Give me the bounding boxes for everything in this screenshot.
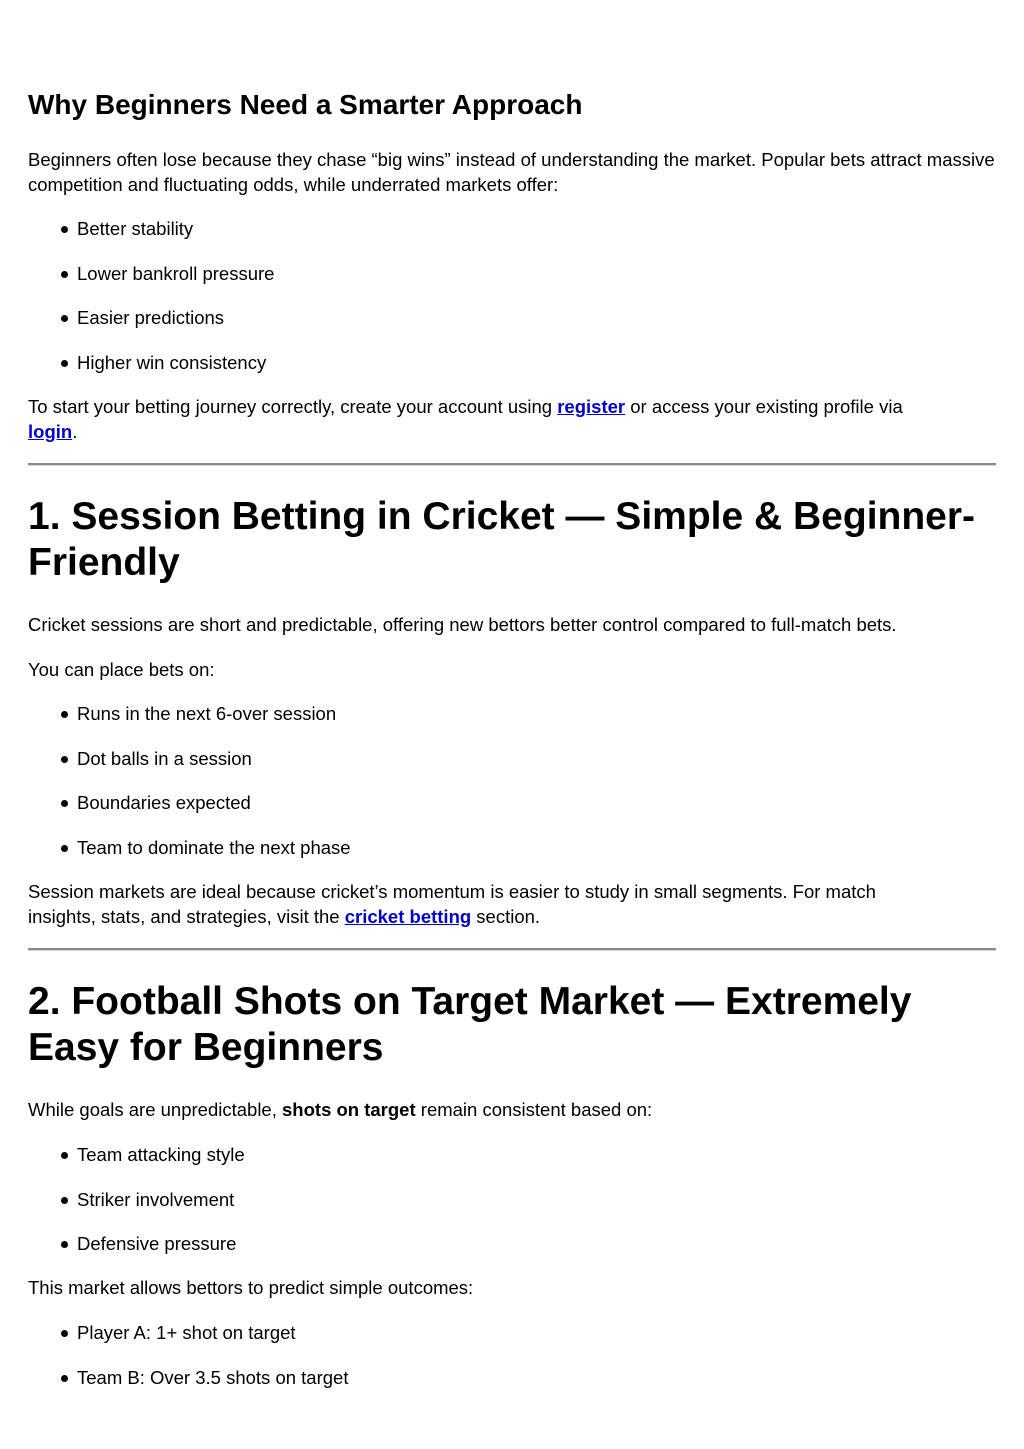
intro-cta-paragraph: To start your betting journey correctly, create your account using register or access your existing profile via login. [28,396,903,442]
list-item: Player A: 1+ shot on target [28,1320,928,1345]
section1-lead-in: You can place bets on: [28,659,215,680]
list-item: Better stability [28,216,928,241]
bullet-icon [61,1197,68,1204]
section2-heading: 2. Football Shots on Target Market — Extremely Easy for Beginners [28,980,912,1069]
bullet-icon [61,226,68,233]
list-item: Defensive pressure [28,1231,928,1256]
list-item: Striker involvement [28,1187,928,1212]
bullet-icon [61,1241,68,1248]
section2-paragraph: While goals are unpredictable, shots on target remain consistent based on: [28,1099,653,1120]
section1-bullet-list [28,701,928,879]
bullet-icon [61,360,68,367]
list-item: Higher win consistency [28,350,928,375]
bullet-icon [61,315,68,322]
section2-lead-in: This market allows bettors to predict simple outcomes: [28,1277,474,1298]
list-item: Runs in the next 6-over session [28,701,928,726]
bullet-icon [61,1375,68,1382]
list-item: Lower bankroll pressure [28,261,928,286]
bullet-icon [61,800,68,807]
list-item: Dot balls in a session [28,746,928,771]
bullet-icon [61,845,68,852]
section1-heading: 1. Session Betting in Cricket — Simple & Beginner- Friendly [28,495,976,584]
section1-closing-paragraph: Session markets are ideal because cricket’s momentum is easier to study in small segments. For match insights, stats, and strategies, visit the cricket betting section. [28,881,876,927]
bullet-icon [61,1152,68,1159]
emphasis-text: shots on target [282,1099,416,1120]
list-item: Easier predictions [28,305,928,330]
list-item: Boundaries expected [28,790,928,815]
register-link[interactable]: register [557,396,626,417]
login-link[interactable]: login [28,421,73,442]
section2-outcomes-list [28,1320,928,1409]
section-divider [28,948,996,951]
bullet-icon [61,1330,68,1337]
section1-paragraph: Cricket sessions are short and predictable, offering new bettors better control compared to full-match bets. [28,614,897,635]
list-item: Team to dominate the next phase [28,835,928,860]
intro-paragraph: Beginners often lose because they chase “big wins” instead of understanding the market. Popular bets attract massive competition and fluctuating odds, while underrated markets offer: [28,149,995,195]
bullet-icon [61,756,68,763]
section-divider [28,463,996,466]
bullet-icon [61,711,68,718]
cricket-betting-link[interactable]: cricket betting [344,906,472,927]
list-item: Team B: Over 3.5 shots on target [28,1365,928,1390]
bullet-icon [61,271,68,278]
intro-heading: Why Beginners Need a Smarter Approach [28,89,583,120]
section2-bullet-list [28,1142,928,1276]
list-item: Team attacking style [28,1142,928,1167]
intro-bullet-list [28,216,928,394]
